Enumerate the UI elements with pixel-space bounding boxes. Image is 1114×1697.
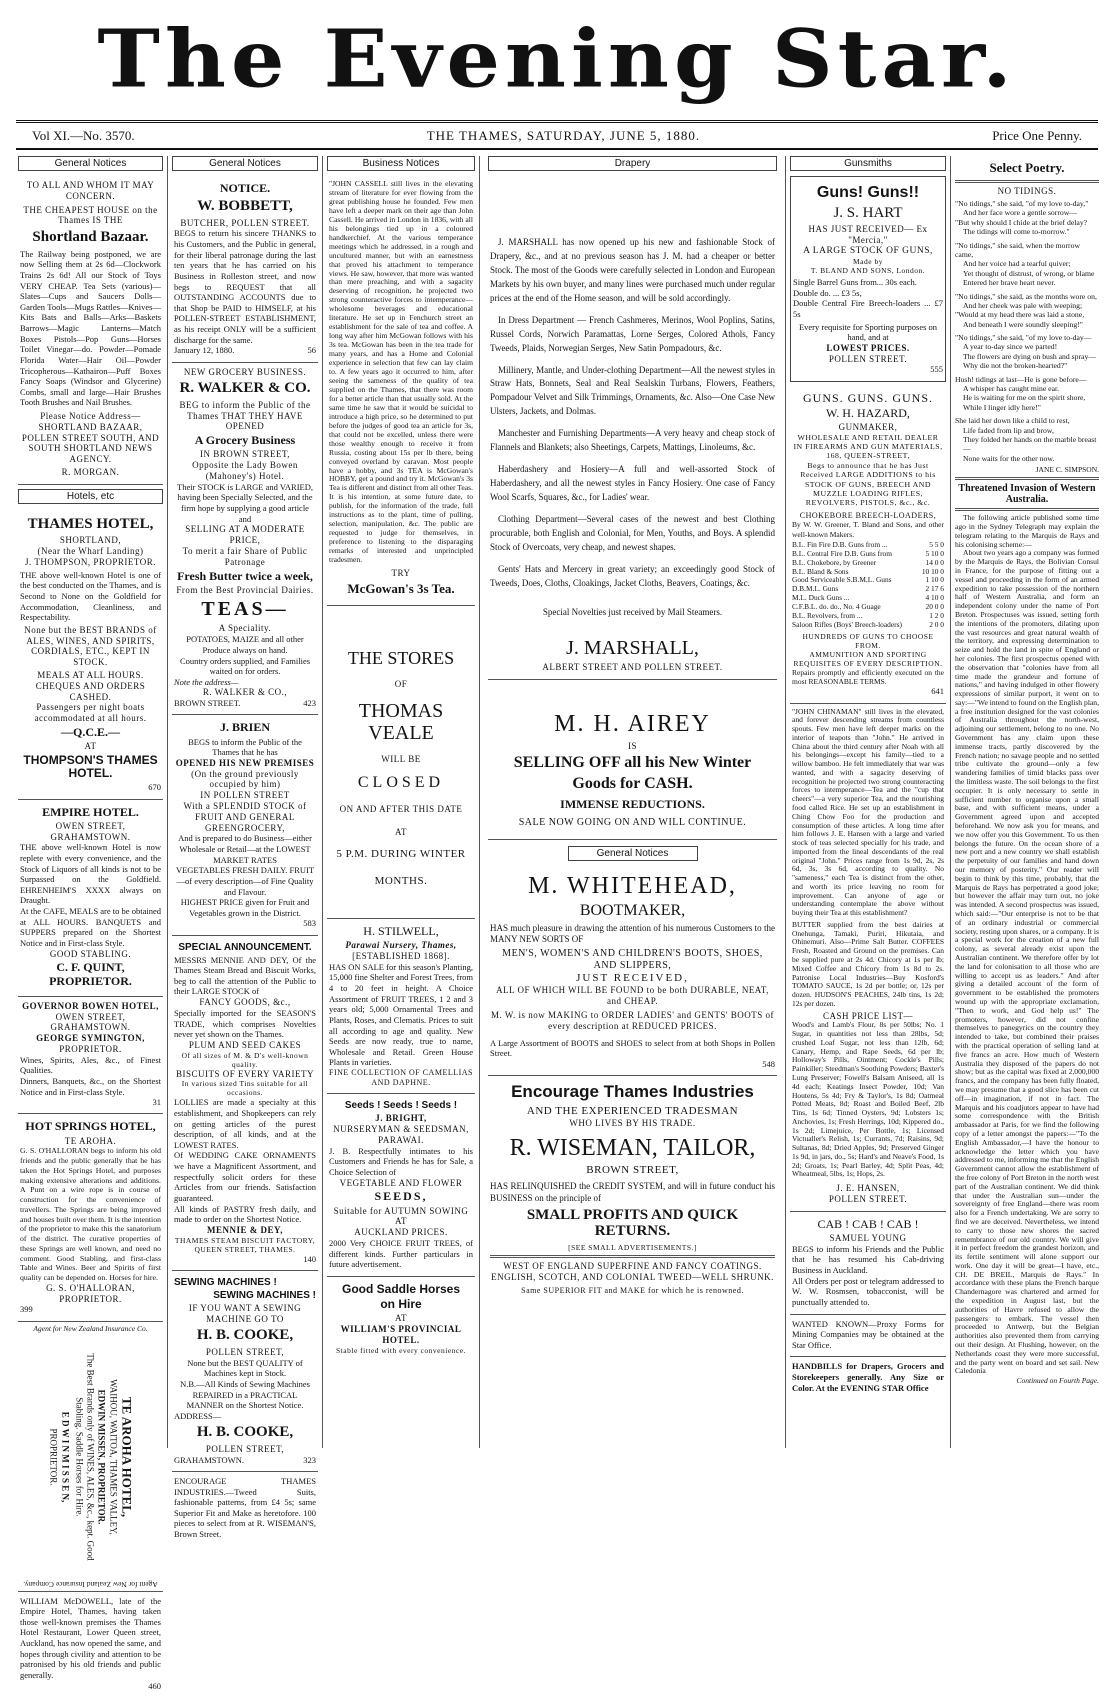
- poem-line: None waits for the other now.: [963, 453, 1055, 463]
- poem-line: Why die not the broken-hearted?": [963, 361, 1068, 371]
- gun-price-value: 4 10 0: [925, 593, 944, 603]
- continued-note: Continued on Fourth Page.: [1016, 1376, 1099, 1386]
- poem-line: A whisper has caught mine ear.: [963, 384, 1060, 394]
- te-aroha-hotel-ad: Agent for New Zealand Insurance Co. TE AROHA HOTEL, WAIHOU, WAITOA, THAMES VALLEY, EDWIN MISSEN, PROPRIETOR. The Best Brands only of WINES, ALES, &c., kept. Good Stabling. Saddle Horses for Hire. E D W I N M I S S E N, PROPRIETOR. Agent for New Zealand Insurance Company.: [18, 1322, 163, 1592]
- walker-grocery-ad: NEW GROCERY BUSINESS. R. WALKER & CO. BEG to inform the Public of the Thames THAT THEY HAVE OPENED A Grocery Business IN BROWN STREET, Opposite the Lady Bowen (Mahoney's) Hotel. Their STOCK is LARGE and VARIED, having been Specially Selected, and the firm hope by supplying a good article and SELLING AT A MODERATE PRICE, To merit a fair Share of Public Patronage Fresh Butter twice a week, From the Best Provincial Dairies. TEAS— A Speciality. POTATOES, MAIZE and all other Produce always on hand. Country orders supplied, and Families waited on for orders. Note the address— R. WALKER & CO., BROWN STREET. 423: [172, 363, 318, 716]
- hazard-gunmaker-ad: GUNS. GUNS. GUNS. W. H. HAZARD, GUNMAKER, WHOLESALE AND RETAIL DEALER IN FIREARMS AND GUN MATERIALS, 168, QUEEN-STREET, Begs to announce that he has Just Received LARGE ADDITIONS to his STOCK OF GUNS, BREECH AND MUZZLE LOADING RIFLES, REVOLVERS, PISTOLS, &c., &c. CHOKEBORE BREECH-LOADERS, By W. W. Greener, T. Bland and Sons, and other well-known Makers. B.L. Fin Fire D.B. Guns from ... 5 5 0 B.L. Central Fire D.B. Guns from 5 10 0 B.L. Chokebore, by Greener 14 0 0 B.L. Bland & Sons 10 10 0 Good Serviceable S.B.M.L. Guns 1 10 0 D.B.M.L. Guns 2 17 6 M.L. Duck Guns ... 4 10 0 C.F.B.L. do. do., No. 4 Guage 20 0 0 B.L. Revolvers, from ... 1 2 0 Saloon Rifles (Boys' Breech-loaders) 2 0 0 HUNDREDS OF GUNS TO CHOOSE FROM. AMMUNITION AND SPORTING REQUISITES OF EVERY DESCRIPTION. Repairs promptly and efficiently executed on the most REASONABLE TERMS. 641: [790, 386, 946, 704]
- saddle-horses-ad: Good Saddle Horses on Hire AT WILLIAM'S PROVINCIAL HOTEL. Stable fitted with every convenience.: [336, 1281, 466, 1355]
- gun-price-value: 14 0 0: [925, 557, 944, 567]
- poem-line: Hush! tidings at last—He is gone before—: [955, 374, 1087, 384]
- poetry-heading: Select Poetry.: [989, 160, 1065, 175]
- gun-price-item: M.L. Duck Guns ...: [792, 593, 850, 603]
- poem-line: The tidings will come to-morrow.": [963, 227, 1070, 237]
- section-heading: General Notices: [18, 156, 163, 171]
- poem-line: Yet thought of distrust, of wrong, or blame: [963, 268, 1095, 278]
- poem-line: The flowers are dying on bush and spray—: [963, 351, 1097, 361]
- gun-price-item: Good Serviceable S.B.M.L. Guns: [792, 575, 892, 585]
- article-paragraph: The following article published some time ago in the Sydney Telegraph may explain the telegram relating to the Marquis de Rays and his colonising scheme:—: [955, 513, 1099, 549]
- gun-price-value: 1 10 0: [925, 575, 944, 585]
- wiseman-tailor-ad: Encourage Thames Industries AND THE EXPERIENCED TRADESMAN WHO LIVES BY HIS TRADE. R. WISEMAN, TAILOR, BROWN STREET, HAS RELINQUISHED the CREDIT SYSTEM, and will in future conduct his BUSINESS on the principle of SMALL PROFITS AND QUICK RETURNS. [SEE SMALL ADVERTISEMENTS.] WEST OF ENGLAND SUPERFINE AND FANCY COATINGS. ENGLISH, SCOTCH, AND COLONIAL TWEED—WELL SHRUNK. Same SUPERIOR FIT and MAKE for which he is renowned.: [490, 1082, 775, 1296]
- section-heading: Business Notices: [327, 156, 475, 171]
- dateline-bar: [16, 120, 1098, 150]
- article-paragraph: About two years ago a company was formed by the Marquis de Rays, the Bolivian Consul in France, for the purpose of fitting out a vessel and proceeding in the form of an armed expedition to take possession of the northern half of Western Australia, and form an independent colony under the name of Port Breton. Prospectuses was issued, setting forth the intentions of the promoters, dilating upon the vast resources and great natural wealth of the territory, and expressing determination to seize and hold the land in spite of England or her colonies. The first prospectus opened with the observation that "colonies have from all time made the grandeur and fortune of nations," and having indulged in other flowery expressions of similar purport, it went on to say:—"We intend to found on the English plan, a free institution designed for the vast colonies of Australia throughout the north-west, adjoining our settlement, belong to no one. No Government has any claim upon these immense tracts, partly discovered by the French nation; no savage people and no settled tribe cultivate the ground—only a few wandering families of timid blacks pass over the limitless waste. The soil belongs to the first occupier. It is only necessary to settle in sufficient number to organise upon a small base, and with sufficient means, under a Government agreed upon and accepted beforehand. We now ask you for means, and we now offer you this Government. To us then belongs the future. On the ocean shore of a new port and a new country we shall establish the perpetuity of our families and hand down our memory of posterity." Our reader will begin to think by this time, probably, that the Marquis de Rays has perpetrated a good joke; but however the affair may turn out, no joke was intended. A second prospectus was issued, which said:—"Our enterprise is not to be that of an ordinary industrial or commercial society, resting upon shares, or a company. It is a special work for the creation of a new full colony, as several already exist upon the Australian continent. We therefore offer by lot the land for colonisation to all those who are willing to accept us as leaders." And after giving a detailed account of the form of government to be established the promoters wound up with the appropriate exclamation, "Then to work, and God help us!" The promoters, however, did not confine themselves to panegyrics on the country they intended to take, but combined their praises with the practical operation of selling land at five francs an acre. How much of Western Australia they disposed of the papers do not show; but as the capital was fixed at 2,000,000 francs, and the company has been fully floated, we may presume that a good slice has been cut off—in imagination, if not in fact. The Marquis and his coadjutors appear to have had some correspondence with the British ambassador at Paris, for we find the following copy of a letter amongst the papers:—"To the English Ambassador,—I have the honour to acknowledge the letter which you have addressed to me, informing me that the English Government cannot allow the establishment of the free colony of Port Breton in the north west part of the Australian continent. We did think that under the Australian sun—under the sovereignty of free England—there was room also for a French undertaking. We are sorry to find we are deceived. Nevertheless, we intend to carry to those new shores the sacred remembrance of our old country. We will give it in perfect freedom the grandest horizon, and its fertile sentiment will alone support our work. One day it will be great—I have, etc., CH. DE BREIL, Marquis de Rays." In accordance with these plans the French barque Chandernagore was chartered and armed for the expedition in August last, but the authorities of Havre refused to allow the passengers to embark. The vessel then proceeded to Antwerp, but the Belgian authorities also prevented them from carrying out their design. At Flushing, however, on the Netherlands coast they were more successful, and the party went on board and set sail. New Caledonia: [955, 548, 1099, 1376]
- poem-author: JANE C. SIMPSON.: [1035, 465, 1099, 475]
- gun-price-item: C.F.B.L. do. do., No. 4 Guage: [792, 602, 881, 611]
- column-6: [951, 156, 1103, 1448]
- section-heading: Drapery: [488, 156, 777, 171]
- poem-line: And her voice had a tearful quiver;: [963, 259, 1071, 269]
- double-rule: [490, 1255, 775, 1258]
- poem-line: Life faded from lip and brow,: [963, 425, 1054, 435]
- shortland-bazaar-name: Shortland Bazaar.: [32, 229, 149, 246]
- section-heading: Gunsmiths: [790, 156, 946, 171]
- handbills-notice: HANDBILLS for Drapers, Grocers and Storekeepers generally. Any Size or Color. At the EVENING STAR Office: [792, 1361, 944, 1393]
- samuel-young-cab-ad: CAB ! CAB ! CAB ! SAMUEL YOUNG BEGS to inform his Friends and the Public that he has resumed his Cab-driving Business in Auckland. All Orders per post or telegram addressed to W. W. Rosmsen, tobacconist, will be punctually attended to.: [790, 1212, 946, 1315]
- section-heading: General Notices: [568, 846, 698, 861]
- bright-seeds-ad: Seeds ! Seeds ! Seeds ! J. BRIGHT, NURSERYMAN & SEEDSMAN, PARAWAI. J. B. Respectfully intimates to his Customers and Friends he has for Sale, a Choice Selection of VEGETABLE AND FLOWER SEEDS, Suitable for AUTUMN SOWING AT AUCKLAND PRICES. 2000 Very CHOICE FRUIT TREES, of different kinds. Further particulars in future advertisement.: [327, 1094, 475, 1277]
- encourage-industries-notice: ENCOURAGE THAMES INDUSTRIES.—Tweed Suits, fashionable patterns, from £4 5s; same Superior Fit and Make as heretofore. 100 pieces to select from at R. WISEMAN'S, Brown Street.: [174, 1475, 316, 1540]
- gun-price-value: 2 0 0: [929, 619, 944, 629]
- mcdowell-notice: WILLIAM McDOWELL, late of the Empire Hotel, Thames, having taken those well-known premises the Thames Hotel Restaurant, Lower Queen street, Auckland, has now opened the same, and hopes through civility and attention to be patronised by his old friends and public generally. 460: [20, 1595, 161, 1691]
- poem-line: "No tidings," she said, when the morrow came,: [955, 240, 1080, 259]
- empire-hotel-ad: EMPIRE HOTEL. OWEN STREET, GRAHAMSTOWN. THE above well-known Hotel is now replete with every convenience, and the Stock of Liquors of all kinds is not to be Surpassed on the Goldfield. EHRENHEIM'S XXXX always on Draught. At the CAFE, MEALS are to be obtained at ALL HOURS. BANQUETS and SUPPERS prepared on the Shortest Notice and in First-class Style. GOOD STABLING. C. F. QUINT, PROPRIETOR.: [18, 800, 163, 997]
- section-heading: Hotels, etc: [18, 489, 163, 504]
- airey-sale-ad: M. H. AIREY IS SELLING OFF all his New Winter Goods for CASH. IMMENSE REDUCTIONS. SALE NOW GOING ON AND WILL CONTINUE.: [488, 680, 777, 840]
- stilwell-nursery-ad: H. STILWELL, Parawai Nursery, Thames, [ESTABLISHED 1868]. HAS ON SALE for this season's Planting, 15,000 fine Shelter and Forest Trees, from 4 to 20 feet in height. A Choice Assortment of FRUIT TREES, 1 2 and 3 years old; 5,000 Ornamental Trees and Plants, Roses, and Clematis. Prices to suit all according to age and quality. New Seeds are now ready, true to name, Wholesale and Retail. Green House Plants in varieties. FINE COLLECTION OF CAMELLIAS AND DAPHNE.: [327, 919, 475, 1094]
- hansen-tea-ad: "JOHN CHINAMAN" still lives in the elevated, and forever descending streams from countless spouts. Few men have left deeper marks on the interior of teapots than "John." He arrived in China about the third century after Noah with all his belongings—except his family—tied to a willow bamboo. He felt immediately that war was wanted, and with a sagacity deserving of recognition he projected two strong counteracting forces to intemperance—Tea and the "cup that cheers"—a very superior Tea, and the nourishing food called Rice. He set up an establishment in Ching Chow Foo for the production and consumption of these articles. A long time after him follows J. E. Hansen with a large and varied stock of teas selected specially for his trade, and imported from the lineal descendants of the real original "John." Prices range from 1s 9d, 2s, 2s 6d, 3s, 3s 6d, according to quality. No "sameness," each Tea is distinct from the other, and worth its price leaving no room for improvement. Can anyone of age or understanding contemplate the above without buying their Tea at this establishment? BUTTER supplied from the best dairies at Onehunga, Tamaki, Puriri, Hikutaia, and Ohinemuri. Also—Prime Salt Butter. COFFEES Fresh, Roasted and Ground on the premises. Can be supplied pure at 2s 4d. Chicory at 1s per lb; Mixed Coffee and Chicory from 1s 8d to 2s. Patronise Local Industries—Buy Kosford's TOMATO SAUCE, 1s 2d per bottle; or, 12s per dozen. HUDSON'S PEACHES, 24lb tins, 1s 2d; 12s per dozen. CASH PRICE LIST— Wood's and Lamb's Flour, 8s per 50lbs; No. 1 Sugar, in quantities not less than 28lbs, 5d; crushed Loaf Sugar, not less than 12lb, 6d; Canary, Hemp, and Rape Seeds, 6d per lb; Holloway's Pills, Ointment; Cockle's Pills; Painkiller; Steedman's Soothing Powders; Baxter's Lung Preserver; Fowell's Balsam Aniseed, all 1s 4d each; Keatings Insect Powder, 10d; Van Houtens, 5s 4d; Fry & Taylor's, 1s 8d; Oatmeal Potted Meats, 8d; Roast and Boiled Beef, 2lb Tins, 1s 6d; Tinned Oysters, 9d; Lobsters 1s; Anchovies, 1s; Fresh Herrings, 10d; Kippered do., 1s 2d; Limejuice, Per Bottle, 1s; Licensed Victualler's Relish, 1s; Currants, 7d; Raisins, 9d; Sultanas, 8d; Dried Apples, 9d; Preserved Ginger 1s 9d, in jars, do., 5s; Hard's and Neave's Food, 1s 2d; Groats, 1s; Pearl Barley, 4d; Split Peas, 4d; Wheatmeal, 5lbs, 1s; Hops, 2s. J. E. HANSEN, POLLEN STREET.: [790, 704, 946, 1212]
- gun-price-value: 20 0 0: [925, 602, 944, 611]
- issue-date: THE THAMES, SATURDAY, JUNE 5, 1880.: [426, 127, 701, 143]
- poem-line: She laid her down like a child to rest,: [955, 416, 1070, 426]
- column-5: [786, 156, 950, 1448]
- poem-line: While I linger idly here!": [963, 402, 1041, 412]
- gun-price-item: B.L. Central Fire D.B. Guns from: [792, 548, 892, 558]
- hart-guns-ad: Guns! Guns!! J. S. HART HAS JUST RECEIVED— Ex "Mercia," A LARGE STOCK OF GUNS, Made by T. BLAND AND SONS, London. Single Barrel Guns from... 30s each. Double do. ... £3 5s, Double Central Fire Breech-loaders ... £7 5s Every requisite for Sporting purposes on hand, and at LOWEST PRICES. POLLEN STREET. 555: [790, 176, 946, 382]
- gun-price-table: [792, 541, 944, 630]
- poem-body: [955, 199, 1099, 463]
- gun-price-item: B.L. Fin Fire D.B. Guns from ...: [792, 539, 888, 549]
- volume-number: Vol XI.—No. 3570.: [32, 127, 135, 143]
- poem-line: A year to-day since we parted!: [963, 342, 1058, 352]
- whitehead-bootmaker-ad: M. WHITEHEAD, BOOTMAKER, HAS much pleasure in drawing the attention of his numerous Customers to the MANY NEW SORTS OF MEN'S, WOMEN'S AND CHILDREN'S BOOTS, SHOES, AND SLIPPERS, JUST RECEIVED, ALL OF WHICH WILL BE FOUND to be both DURABLE, NEAT, and CHEAP. M. W. is now MAKING to ORDER LADIES' and GENTS' BOOTS of every description at REDUCED PRICES. A Large Assortment of BOOTS and SHOES to select from at both Shops in Pollen Street. 548: [488, 866, 777, 1076]
- proxy-forms-notice: WANTED KNOWN—Proxy Forms for Mining Companies may be obtained at the Star Office.: [790, 1315, 946, 1358]
- gun-price-value: 5 5 0: [929, 539, 944, 549]
- gun-price-item: Saloon Rifles (Boys' Breech-loaders): [792, 619, 902, 629]
- mcgowan-tea-ad: "JOHN CASSELL still lives in the elevating stream of literature for ever flowing from the great publishing house he founded. Few men have left a deeper mark on their age than John Cassell. He arrived in London in 1836, with all his belongings tied up in a coloured handkerchief. At the various temperance meetings which he addressed, in a rough and uncultured manner, but with an earnestness that proved his attachment to temperance views. He saw, however, that more was wanted than mere preaching, and with a sagacity deserving of recognition, he projected two strong counteractive forces to intemperance—wholesome beverages and educational literature. He set up in Fenchurch street an establishment for the sale of tea and coffee. A long way after him McGowan follows with his 3s tea. McGowan has been in the tea trade for many years, and has a Home and Colonial experience in selection that few can lay claim to. A few years ago it occurred to him, after seeing the sameness of the quality of tea supplied on the Thames, that there was room for a better article than that usually sold. At the same time he saw that it would be suicidal to introduce a high price, so he determined to put before the judges of good tea an article for 3s, that could not be excelled, unless there were those wealthy enough to receive it from Russia, costing about 15s per lb there, being conveyed overland by caravan. Most people have a hobby, and 3s TEA is McGowan's HOBBY, get a pound and try it. McGowan's 3s Tea is different and distinct from all other Teas. It is his intention, at some future date, to publish, for the information of the trade, full instructions as to the plant, time of pulling, selection, manipulation, &c. The public are requested to judge for themselves, in preference to listening to the disparaging remarks of interested and unprincipled tradesmen. TRY McGowan's 3s Tea.: [327, 176, 475, 606]
- governor-bowen-hotel-ad: GOVERNOR BOWEN HOTEL, OWEN STREET, GRAHAMSTOWN. GEORGE SYMINGTON, PROPRIETOR. Wines, Spirits, Ales, &c., of Finest Qualities. Dinners, Banquets, &c., on the Shortest Notice and in First-class Style. 31: [18, 997, 163, 1115]
- shortland-bazaar-ad: TO ALL AND WHOM IT MAY CONCERN. THE CHEAPEST HOUSE on the Thames IS THE Shortland Bazaar. The Railway being postponed, we are now Selling them at 2s 6d—Clockwork Trains 2s 6d! All our Stock of Toys VERY CHEAP. Tea Sets (various)—Slates—Cups and Saucers Dolls—Garden Tools—Mugs Rattles—Knives—Kits Bats and Balls—Arks—Baskets Barrows—Magic Lanterns—Match Boxes Pistols—Pop Guns—Horses Toilet Vinegar—do. Powder—Pomade Florida Water—Hair Oil—Powder Tricopherous—Kathairon—Puff Boxes Fancy Soaps (Windsor and Glycerine) Combs, small and large—Hair Brushes Tooth Brushes and Nail Brushes. Please Notice Address— SHORTLAND BAZAAR, POLLEN STREET SOUTH, AND SOUTH SHORTLAND NEWS AGENCY. R. MORGAN.: [18, 176, 163, 485]
- gun-price-value: 2 17 6: [925, 584, 944, 594]
- thames-hotel-ad: THAMES HOTEL, SHORTLAND, (Near the Wharf Landing) J. THOMPSON, PROPRIETOR. THE above well-known Hotel is one of the best conducted on the Thames, and is Second to None on the Goldfield for Accommodation, Cleanliness, and Respectability. None but the BEST BRANDS of ALES, WINES, AND SPIRITS, CORDIALS, ETC., KEPT IN STOCK. MEALS AT ALL HOURS. CHEQUES AND ORDERS CASHED. Passengers per night boats accommodated at all hours. —Q.C.E.— AT THOMPSON'S THAMES HOTEL. 670: [18, 509, 163, 800]
- gun-price-value: 1 2 0: [929, 610, 944, 620]
- article-body: [955, 514, 1099, 1376]
- mennie-dey-ad: SPECIAL ANNOUNCEMENT. MESSRS MENNIE AND DEY, Of the Thames Steam Bread and Biscuit Works, beg to call the attention of the Public to their LARGE STOCK of FANCY GOODS, &c., Specially imported for the SEASON'S TRADE, which comprises Novelties never yet shown on the Thames. PLUM AND SEED CAKES Of all sizes of M. & D's well-known quality. BISCUITS OF EVERY VARIETY In various sized Tins suitable for all occasions. LOLLIES are made a specialty at this establishment, and Shopkeepers can rely on getting articles of the purest description, of all kinds, and at the LOWEST RATES. Of WEDDING CAKE ORNAMENTS we have a Magnificent Assortment, and respectfully solicit orders for these Articles from our friends. Satisfaction guaranteed. All kinds of PASTRY fresh daily, and made to order on the Shortest Notice. MENNIE & DEY, THAMES STEAM BISCUIT FACTORY, QUEEN STREET, THAMES. 140: [172, 936, 318, 1271]
- poem-line: "Would at my head there was laid a stone,: [955, 310, 1085, 320]
- marshall-drapery-ad: J. MARSHALL has now opened up his new and fashionable Stock of Drapery, &c., and at no previous season has J. M. had a cheaper or better Stock. The most of the Goods were carefully selected in London and European Markets by his own buyer, and many lines were purchased much under regular prices at the end of the Home season, and will be sold accordingly. In Dress Department — French Cashmeres, Merinos, Wool Poplins, Satins, Russel Cords, Norwich Paramattas, Lorne Serges, Colored Athols, Fancy Tweeds, Plaids, Norwegian Serges, New Satin Pompadours, &c. Millinery, Mantle, and Under-clothing Department—All the newest styles in Straw Hats, Bonnets, Seal and Real Sealskin Turbans, Flowers, Feathers, Pompadour Velvet and Silk Trimmings, Ornaments, &c. Also—One Case New Ulsters, Jackets, and Dolmas. Manchester and Furnishing Departments—A very heavy and cheap stock of Flannels and Blankets; also Sheetings, Carpets, Mattings, Linoleums, &c. Haberdashery and Hosiery—A full and well-assorted Stock of Haberdashery, and all the newest styles in Fancy Hosiery. One case of Fancy Wool Scarfs, Squares, &c., for Ladies' wear. Clothing Department—Several cases of the newest and best Clothing procurable, both English and Colonial, for Men, Youths, and Boys. A splendid Stock of Overcoats, very cheap, and newest shapes. Gents' Hats and Mercery in great variety; an exceedingly good Stock of Tweeds, Does, Cloths, Cloakings, Jacket Cloths, Beavers, Coatings, &c. Special Novelties just received by Mail Steamers. J. MARSHALL, ALBERT STREET AND POLLEN STREET.: [488, 176, 777, 680]
- poem-line: They folded her hands on the marble breast—: [963, 434, 1097, 454]
- poem-line: And her face wore a gentle sorrow—: [963, 208, 1077, 218]
- poem-line: "But why should I chide at the brief delay?: [955, 217, 1088, 227]
- column-1: [14, 156, 167, 1691]
- hot-springs-hotel-ad: HOT SPRINGS HOTEL, TE AROHA. G. S. O'HALLORAN begs to inform his old friends and the public generally that he has taken the Hot Springs Hotel, and purposes making extensive alterations and additions. A Punt on a wire rope is in course of construction for the convenience of travellers. The Springs are being improved and houses built over them. It is the intention of the proprietor to make this the sanatorium of the district. The curative properties of these Springs are well known, and need no comment. Good Stabling, and first-class Table and Wines. Beer and Spirits of first quality can be depended on. Horses for hire. G. S. O'HALLORAN, PROPRIETOR. 399: [18, 1114, 163, 1321]
- poem-title: NO TIDINGS.: [997, 186, 1057, 196]
- poem-line: "No tidings," she said, as the months wore on,: [955, 291, 1097, 301]
- column-2: [168, 156, 322, 1540]
- gun-price-item: D.B.M.L. Guns: [792, 584, 839, 594]
- poem-line: And beneath I were soundly sleeping!": [963, 319, 1083, 329]
- poem-line: And her cheek was pale with weeping;: [963, 300, 1083, 310]
- poem-line: "No tidings," she said, "of my love to-day,": [955, 199, 1089, 208]
- poem-line: Entered her brave heart never.: [963, 278, 1056, 288]
- price: Price One Penny.: [992, 127, 1082, 143]
- article-headline: Threatened Invasion of Western Australia.: [958, 483, 1096, 506]
- gun-price-value: 5 10 0: [925, 548, 944, 558]
- section-heading: General Notices: [172, 156, 318, 171]
- sewing-machines-ad: SEWING MACHINES ! SEWING MACHINES ! IF YOU WANT A SEWING MACHINE GO TO H. B. COOKE, POLLEN STREET, None but the BEST QUALITY of Machines kept in Stock. N.B.—All Kinds of Sewing Machines REPAIRED in a PRACTICAL MANNER on the Shortest Notice. ADDRESS— H. B. COOKE, POLLEN STREET, GRAHAMSTOWN. 323: [172, 1271, 318, 1472]
- column-4: [480, 156, 785, 1448]
- masthead-title: The Evening Star.: [97, 11, 1017, 106]
- gun-price-item: B.L. Chokebore, by Greener: [792, 557, 877, 567]
- poem-line: He is waiting for me on the spirit shore,: [963, 393, 1086, 403]
- thomas-veale-notice: THE STORES OF THOMAS VEALE WILL BE CLOSED ON AND AFTER THIS DATE AT 5 P.M. DURING WINTER MONTHS.: [327, 606, 475, 919]
- column-3: [323, 156, 479, 1448]
- gun-price-row: [792, 621, 944, 630]
- bobbett-notice: NOTICE. W. BOBBETT, BUTCHER, POLLEN STREET. BEGS to return his sincere THANKS to his Customers, and the Public in general, for their liberal patronage during the last ten years that he has carried on his Business in Rolleston street, and now begs to REQUEST that all OUTSTANDING ACCOUNTS due to that Shop be PAID to HIMSELF, at his POLLEN-STREET ESTABLISHMENT, as his receipt ONLY will be a sufficient discharge for the same. January 12, 1880. 56: [172, 176, 318, 363]
- poem-line: "No tidings," she said, "of my love to-day—: [955, 333, 1092, 343]
- gun-price-item: B.L. Revolvers, from ...: [792, 610, 863, 620]
- brien-greengrocery-ad: J. BRIEN BEGS to inform the Public of the Thames that he has OPENED HIS NEW PREMISES (On the ground previously occupied by him) IN POLLEN STREET With a SPLENDID STOCK of FRUIT AND GENERAL GREENGROCERY, And is prepared to do Business—either Wholesale or Retail—at the LOWEST MARKET RATES VEGETABLES FRESH DAILY. FRUIT—of every description—of Fine Quality and Flavour. HIGHEST PRICE given for Fruit and Vegetables grown in the District. 583: [172, 715, 318, 935]
- gun-price-item: B.L. Bland & Sons: [792, 566, 849, 576]
- gun-price-value: 10 10 0: [921, 566, 944, 576]
